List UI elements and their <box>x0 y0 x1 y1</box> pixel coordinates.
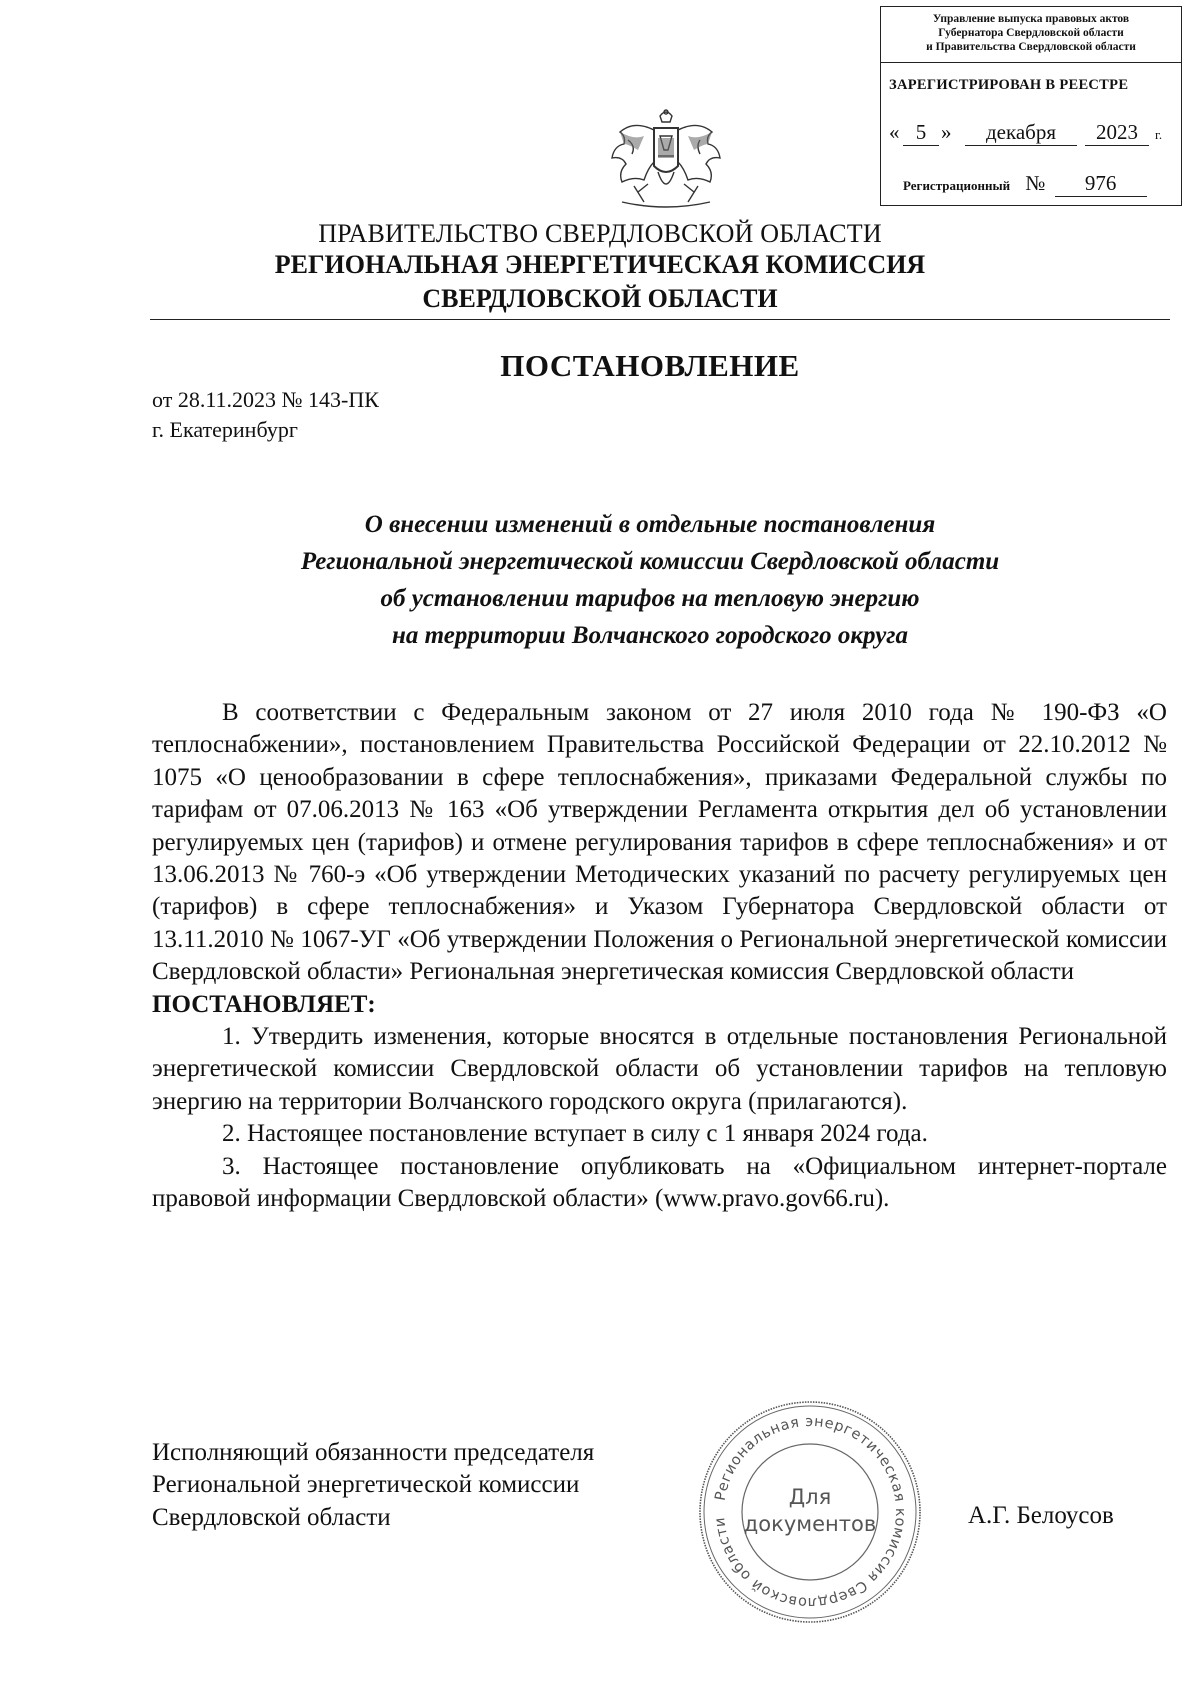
registry-number-row <box>903 171 1173 197</box>
resolution-item: 2. Настоящее постановление вступает в силу с 1 января 2024 года. <box>222 1120 928 1148</box>
preamble-paragraph: В соответствии с Федеральным законом от 27 июля 2010 года № 190-ФЗ «О теплоснабжении», постановлением Правительства Российской Федерации от 22.10.2012 № 1075 «О ценообразовании в сфере теплоснабжения», приказами Федеральной службы по тарифам от 07.06.2013 № 163 «Об утверждении Регламента открытия дел об установлении регулируемых цен (тарифов) и отмене регулирования тарифов в сфере теплоснабжения» и от 13.06.2013 № 760-э «Об утверждении Методических указаний по расчету регулируемых цен (тарифов) в сфере теплоснабжения» и Указом Губернатора Свердловской области от 13.11.2010 № 1067-УГ «Об утверждении Положения о Региональной энергетической комиссии Свердловской области» Региональная энергетическая комиссия Свердловской области <box>152 699 1167 986</box>
seal-ring-text: Региональная энергетическая комиссия Свердловской области <box>712 1413 909 1611</box>
signatory-position <box>152 1437 594 1534</box>
registry-department-line: Губернатора Свердловской области <box>938 27 1124 39</box>
registry-stamp <box>880 6 1182 206</box>
resolves-heading: ПОСТАНОВЛЯЕТ: <box>152 990 376 1018</box>
registry-close-quote: » <box>941 120 952 144</box>
position-line: Исполняющий обязанности председателя <box>152 1439 595 1466</box>
registry-department-line: и Правительства Свердловской области <box>926 41 1136 53</box>
subject-line: на территории Волчанского городского округа <box>391 622 909 649</box>
subject-line: Региональной энергетической комиссии Свердловской области <box>300 548 1000 575</box>
document-subject <box>150 506 1150 654</box>
resolution-item: 3. Настоящее постановление опубликовать на «Официальном интернет-портале правовой информации Свердловской области» (www.pravo.gov66.ru). <box>152 1152 1167 1213</box>
position-line: Свердловской области <box>152 1503 391 1531</box>
header-commission: РЕГИОНАЛЬНАЯ ЭНЕРГЕТИЧЕСКАЯ КОМИССИЯ <box>274 250 926 279</box>
document-city: г. Екатеринбург <box>152 417 298 442</box>
header-government: ПРАВИТЕЛЬСТВО СВЕРДЛОВСКОЙ ОБЛАСТИ <box>318 219 882 248</box>
document-type: ПОСТАНОВЛЕНИЕ <box>500 348 800 383</box>
document-number: от 28.11.2023 № 143-ПК <box>152 387 379 412</box>
registry-department <box>881 7 1181 63</box>
position-line: Региональной энергетической комиссии <box>152 1471 580 1499</box>
registry-open-quote: « <box>889 120 900 144</box>
registry-number-label: Регистрационный <box>903 178 1011 193</box>
subject-line: О внесении изменений в отдельные постановления <box>364 511 936 538</box>
document-body <box>152 697 1167 1216</box>
registry-number-sign: № <box>1025 171 1046 195</box>
seal-center-line1: Для <box>788 1485 832 1509</box>
registry-department-line: Управление выпуска правовых актов <box>932 13 1130 25</box>
header-divider <box>150 319 1170 320</box>
registry-month: декабря <box>965 120 1077 146</box>
resolution-item: 1. Утвердить изменения, которые вносятся в отдельные постановления Региональной энергетической комиссии Свердловской области об установлении тарифов на тепловую энергию на территории Волчанского городского округа (прилагаются). <box>152 1023 1167 1115</box>
signatory-name: А.Г. Белоусов <box>968 1502 1114 1529</box>
official-seal <box>697 1399 923 1625</box>
registry-year-suffix: г. <box>1155 127 1163 142</box>
registry-title: ЗАРЕГИСТРИРОВАН В РЕЕСТРЕ <box>889 77 1129 93</box>
registry-year: 2023 <box>1085 120 1149 146</box>
registry-day: 5 <box>903 120 939 146</box>
header-region: СВЕРДЛОВСКОЙ ОБЛАСТИ <box>422 284 778 313</box>
coat-of-arms-emblem <box>598 106 734 216</box>
registry-number: 976 <box>1055 171 1147 197</box>
subject-line: об установлении тарифов на тепловую энергию <box>380 585 920 612</box>
seal-center-line2: документов <box>743 1512 877 1536</box>
